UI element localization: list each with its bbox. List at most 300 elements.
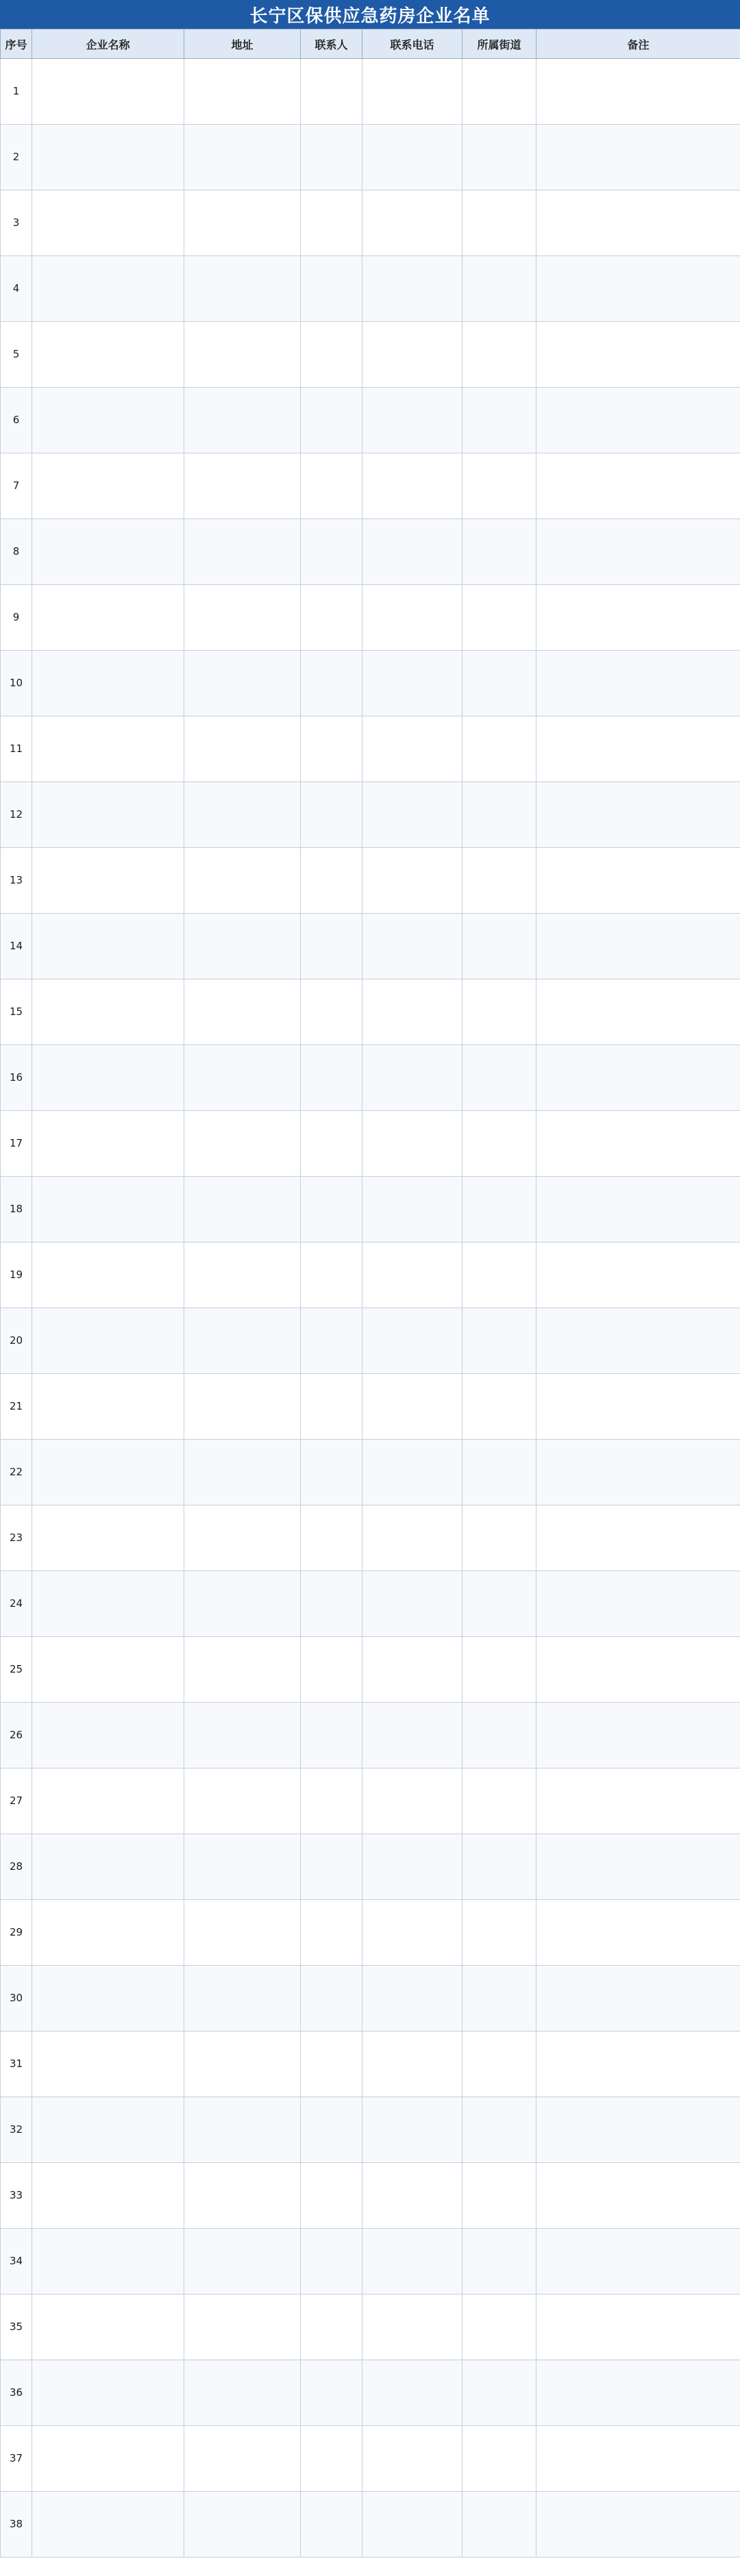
cell-no: 16: [1, 1045, 32, 1111]
cell-company-name: [32, 848, 184, 914]
cell-contact: [301, 256, 362, 322]
cell-company-name: [32, 453, 184, 519]
cell-contact: [301, 59, 362, 125]
cell-contact: [301, 2492, 362, 2558]
cell-address: [184, 1768, 301, 1834]
cell-address: [184, 1966, 301, 2031]
cell-remark: [536, 2163, 740, 2229]
cell-company-name: [32, 585, 184, 651]
cell-company-name: [32, 1637, 184, 1703]
col-name-header: 企业名称: [32, 29, 184, 59]
cell-contact: [301, 651, 362, 716]
cell-address: [184, 2097, 301, 2163]
cell-address: [184, 585, 301, 651]
cell-no: 29: [1, 1900, 32, 1966]
table-row: [1, 59, 740, 125]
cell-phone: [362, 453, 463, 519]
cell-address: [184, 322, 301, 388]
cell-contact: [301, 848, 362, 914]
cell-address: [184, 979, 301, 1045]
cell-contact: [301, 453, 362, 519]
cell-contact: [301, 1242, 362, 1308]
cell-phone: [362, 1505, 463, 1571]
cell-no: 35: [1, 2294, 32, 2360]
cell-company-name: [32, 388, 184, 453]
cell-company-name: [32, 1966, 184, 2031]
table-row: [1, 1242, 740, 1308]
cell-phone: [362, 1308, 463, 1374]
cell-street: [463, 322, 536, 388]
cell-no: 22: [1, 1440, 32, 1505]
cell-street: [463, 979, 536, 1045]
cell-phone: [362, 1637, 463, 1703]
cell-remark: [536, 2229, 740, 2294]
cell-no: 6: [1, 388, 32, 453]
table-row: [1, 2031, 740, 2097]
cell-remark: [536, 716, 740, 782]
table-row: [1, 1900, 740, 1966]
cell-address: [184, 782, 301, 848]
cell-street: [463, 2360, 536, 2426]
cell-company-name: [32, 2294, 184, 2360]
cell-address: [184, 256, 301, 322]
cell-remark: [536, 1900, 740, 1966]
cell-street: [463, 848, 536, 914]
cell-no: 23: [1, 1505, 32, 1571]
cell-contact: [301, 1703, 362, 1768]
cell-no: 17: [1, 1111, 32, 1177]
cell-company-name: [32, 2360, 184, 2426]
cell-remark: [536, 1374, 740, 1440]
cell-remark: [536, 848, 740, 914]
cell-contact: [301, 1834, 362, 1900]
cell-remark: [536, 2492, 740, 2558]
cell-remark: [536, 519, 740, 585]
table-row: [1, 1571, 740, 1637]
table-row: [1, 2360, 740, 2426]
cell-street: [463, 914, 536, 979]
cell-company-name: [32, 322, 184, 388]
cell-contact: [301, 2294, 362, 2360]
cell-remark: [536, 1637, 740, 1703]
cell-no: 30: [1, 1966, 32, 2031]
table-row: [1, 1308, 740, 1374]
cell-street: [463, 1308, 536, 1374]
cell-address: [184, 2294, 301, 2360]
cell-phone: [362, 1900, 463, 1966]
cell-phone: [362, 1571, 463, 1637]
cell-no: 28: [1, 1834, 32, 1900]
cell-address: [184, 1177, 301, 1242]
cell-address: [184, 59, 301, 125]
cell-address: [184, 388, 301, 453]
cell-no: 3: [1, 190, 32, 256]
cell-company-name: [32, 2492, 184, 2558]
cell-street: [463, 59, 536, 125]
cell-remark: [536, 1440, 740, 1505]
cell-address: [184, 1308, 301, 1374]
table-header: [1, 29, 740, 59]
cell-company-name: [32, 979, 184, 1045]
pharmacy-table: [0, 29, 740, 2558]
cell-no: 33: [1, 2163, 32, 2229]
cell-contact: [301, 1768, 362, 1834]
cell-address: [184, 125, 301, 190]
cell-contact: [301, 322, 362, 388]
cell-remark: [536, 782, 740, 848]
cell-street: [463, 1242, 536, 1308]
cell-no: 11: [1, 716, 32, 782]
cell-no: 10: [1, 651, 32, 716]
table-row: [1, 388, 740, 453]
cell-address: [184, 1374, 301, 1440]
cell-phone: [362, 1834, 463, 1900]
cell-street: [463, 125, 536, 190]
cell-contact: [301, 125, 362, 190]
cell-company-name: [32, 1571, 184, 1637]
cell-address: [184, 1571, 301, 1637]
cell-phone: [362, 782, 463, 848]
cell-phone: [362, 1966, 463, 2031]
cell-remark: [536, 585, 740, 651]
cell-street: [463, 2426, 536, 2492]
cell-company-name: [32, 59, 184, 125]
cell-company-name: [32, 651, 184, 716]
cell-company-name: [32, 2163, 184, 2229]
cell-remark: [536, 1111, 740, 1177]
cell-phone: [362, 1045, 463, 1111]
cell-address: [184, 914, 301, 979]
cell-remark: [536, 1045, 740, 1111]
cell-phone: [362, 1374, 463, 1440]
cell-address: [184, 1703, 301, 1768]
table-body: [1, 59, 740, 2558]
table-row: [1, 2163, 740, 2229]
cell-street: [463, 716, 536, 782]
cell-company-name: [32, 716, 184, 782]
cell-phone: [362, 322, 463, 388]
cell-street: [463, 453, 536, 519]
cell-street: [463, 1374, 536, 1440]
cell-street: [463, 1045, 536, 1111]
cell-contact: [301, 914, 362, 979]
cell-no: 13: [1, 848, 32, 914]
cell-company-name: [32, 1177, 184, 1242]
cell-contact: [301, 190, 362, 256]
cell-contact: [301, 2360, 362, 2426]
table-row: [1, 1177, 740, 1242]
table-row: [1, 848, 740, 914]
cell-remark: [536, 453, 740, 519]
table-row: [1, 716, 740, 782]
cell-street: [463, 1637, 536, 1703]
cell-street: [463, 1177, 536, 1242]
cell-no: 31: [1, 2031, 32, 2097]
cell-remark: [536, 914, 740, 979]
table-row: [1, 322, 740, 388]
cell-phone: [362, 1111, 463, 1177]
table-row: [1, 1440, 740, 1505]
cell-remark: [536, 979, 740, 1045]
cell-remark: [536, 1571, 740, 1637]
cell-phone: [362, 2031, 463, 2097]
cell-address: [184, 1637, 301, 1703]
cell-phone: [362, 59, 463, 125]
cell-no: 8: [1, 519, 32, 585]
cell-address: [184, 1900, 301, 1966]
cell-street: [463, 1703, 536, 1768]
cell-contact: [301, 2426, 362, 2492]
cell-address: [184, 1111, 301, 1177]
cell-street: [463, 519, 536, 585]
col-remark-header: 备注: [536, 29, 740, 59]
cell-no: 12: [1, 782, 32, 848]
table-row: [1, 1045, 740, 1111]
cell-address: [184, 2163, 301, 2229]
cell-street: [463, 2097, 536, 2163]
cell-company-name: [32, 1768, 184, 1834]
cell-contact: [301, 388, 362, 453]
cell-address: [184, 453, 301, 519]
cell-phone: [362, 2360, 463, 2426]
cell-no: 18: [1, 1177, 32, 1242]
cell-phone: [362, 388, 463, 453]
cell-remark: [536, 322, 740, 388]
cell-address: [184, 1505, 301, 1571]
cell-contact: [301, 1966, 362, 2031]
cell-street: [463, 1440, 536, 1505]
cell-company-name: [32, 190, 184, 256]
table-row: [1, 1703, 740, 1768]
col-phone-header: 联系电话: [362, 29, 463, 59]
cell-phone: [362, 1703, 463, 1768]
cell-company-name: [32, 1440, 184, 1505]
cell-contact: [301, 1505, 362, 1571]
table-row: [1, 519, 740, 585]
cell-address: [184, 2426, 301, 2492]
cell-company-name: [32, 256, 184, 322]
cell-address: [184, 2360, 301, 2426]
table-row: [1, 1834, 740, 1900]
cell-contact: [301, 716, 362, 782]
cell-remark: [536, 1768, 740, 1834]
cell-company-name: [32, 2426, 184, 2492]
cell-address: [184, 2492, 301, 2558]
table-row: [1, 1111, 740, 1177]
cell-no: 19: [1, 1242, 32, 1308]
cell-phone: [362, 848, 463, 914]
table-row: [1, 2229, 740, 2294]
cell-street: [463, 2163, 536, 2229]
cell-address: [184, 190, 301, 256]
cell-address: [184, 651, 301, 716]
cell-no: 34: [1, 2229, 32, 2294]
cell-address: [184, 2229, 301, 2294]
cell-contact: [301, 1637, 362, 1703]
cell-no: 26: [1, 1703, 32, 1768]
table-row: [1, 190, 740, 256]
col-address-header: 地址: [184, 29, 301, 59]
cell-phone: [362, 716, 463, 782]
cell-street: [463, 1768, 536, 1834]
cell-street: [463, 1834, 536, 1900]
cell-phone: [362, 2163, 463, 2229]
cell-company-name: [32, 782, 184, 848]
cell-remark: [536, 125, 740, 190]
table-row: [1, 125, 740, 190]
cell-contact: [301, 1374, 362, 1440]
cell-no: 9: [1, 585, 32, 651]
table-row: [1, 2492, 740, 2558]
cell-phone: [362, 519, 463, 585]
table-row: [1, 914, 740, 979]
table-row: [1, 1637, 740, 1703]
cell-company-name: [32, 125, 184, 190]
cell-phone: [362, 1177, 463, 1242]
cell-company-name: [32, 1045, 184, 1111]
table-row: [1, 2097, 740, 2163]
col-no-header: 序号: [1, 29, 32, 59]
cell-street: [463, 256, 536, 322]
cell-remark: [536, 59, 740, 125]
cell-contact: [301, 782, 362, 848]
cell-contact: [301, 2097, 362, 2163]
table-row: [1, 1768, 740, 1834]
cell-phone: [362, 2229, 463, 2294]
cell-address: [184, 848, 301, 914]
cell-company-name: [32, 1900, 184, 1966]
col-contact-header: 联系人: [301, 29, 362, 59]
cell-contact: [301, 1571, 362, 1637]
cell-remark: [536, 2097, 740, 2163]
cell-phone: [362, 2492, 463, 2558]
cell-contact: [301, 1045, 362, 1111]
table-row: [1, 651, 740, 716]
cell-remark: [536, 1308, 740, 1374]
cell-phone: [362, 1242, 463, 1308]
cell-phone: [362, 1768, 463, 1834]
cell-remark: [536, 1703, 740, 1768]
table-row: [1, 979, 740, 1045]
cell-street: [463, 1111, 536, 1177]
cell-street: [463, 1900, 536, 1966]
cell-no: 37: [1, 2426, 32, 2492]
cell-phone: [362, 190, 463, 256]
cell-no: 25: [1, 1637, 32, 1703]
cell-company-name: [32, 1374, 184, 1440]
cell-phone: [362, 979, 463, 1045]
cell-no: 38: [1, 2492, 32, 2558]
cell-contact: [301, 1900, 362, 1966]
cell-phone: [362, 125, 463, 190]
cell-phone: [362, 2294, 463, 2360]
table-row: [1, 585, 740, 651]
cell-no: 20: [1, 1308, 32, 1374]
table-row: [1, 1505, 740, 1571]
cell-contact: [301, 1440, 362, 1505]
table-row: [1, 2426, 740, 2492]
cell-remark: [536, 190, 740, 256]
cell-address: [184, 1045, 301, 1111]
cell-company-name: [32, 2031, 184, 2097]
cell-street: [463, 1505, 536, 1571]
cell-no: 2: [1, 125, 32, 190]
cell-street: [463, 651, 536, 716]
cell-phone: [362, 585, 463, 651]
cell-remark: [536, 2031, 740, 2097]
table-row: [1, 1374, 740, 1440]
cell-company-name: [32, 519, 184, 585]
cell-address: [184, 1242, 301, 1308]
cell-address: [184, 1440, 301, 1505]
cell-address: [184, 1834, 301, 1900]
cell-company-name: [32, 914, 184, 979]
table-row: [1, 782, 740, 848]
cell-no: 7: [1, 453, 32, 519]
cell-street: [463, 2031, 536, 2097]
cell-no: 27: [1, 1768, 32, 1834]
cell-company-name: [32, 1308, 184, 1374]
cell-street: [463, 782, 536, 848]
cell-remark: [536, 388, 740, 453]
cell-remark: [536, 2360, 740, 2426]
cell-street: [463, 2229, 536, 2294]
cell-contact: [301, 2163, 362, 2229]
cell-no: 24: [1, 1571, 32, 1637]
cell-phone: [362, 256, 463, 322]
cell-address: [184, 519, 301, 585]
cell-phone: [362, 914, 463, 979]
cell-no: 14: [1, 914, 32, 979]
cell-street: [463, 2492, 536, 2558]
cell-contact: [301, 519, 362, 585]
cell-remark: [536, 256, 740, 322]
cell-no: 1: [1, 59, 32, 125]
cell-company-name: [32, 1242, 184, 1308]
cell-contact: [301, 1177, 362, 1242]
cell-contact: [301, 2229, 362, 2294]
cell-remark: [536, 1505, 740, 1571]
cell-phone: [362, 2097, 463, 2163]
cell-no: 4: [1, 256, 32, 322]
cell-remark: [536, 2426, 740, 2492]
cell-remark: [536, 1177, 740, 1242]
table-row: [1, 1966, 740, 2031]
cell-address: [184, 2031, 301, 2097]
cell-phone: [362, 2426, 463, 2492]
cell-contact: [301, 2031, 362, 2097]
cell-no: 36: [1, 2360, 32, 2426]
cell-street: [463, 190, 536, 256]
col-street-header: 所属街道: [463, 29, 536, 59]
cell-phone: [362, 1440, 463, 1505]
cell-contact: [301, 979, 362, 1045]
cell-no: 5: [1, 322, 32, 388]
table-row: [1, 453, 740, 519]
cell-no: 15: [1, 979, 32, 1045]
cell-contact: [301, 585, 362, 651]
table-row: [1, 2294, 740, 2360]
cell-street: [463, 388, 536, 453]
cell-remark: [536, 651, 740, 716]
cell-street: [463, 1966, 536, 2031]
cell-phone: [362, 651, 463, 716]
cell-contact: [301, 1111, 362, 1177]
cell-company-name: [32, 1505, 184, 1571]
cell-remark: [536, 1834, 740, 1900]
cell-company-name: [32, 2229, 184, 2294]
table-row: [1, 256, 740, 322]
